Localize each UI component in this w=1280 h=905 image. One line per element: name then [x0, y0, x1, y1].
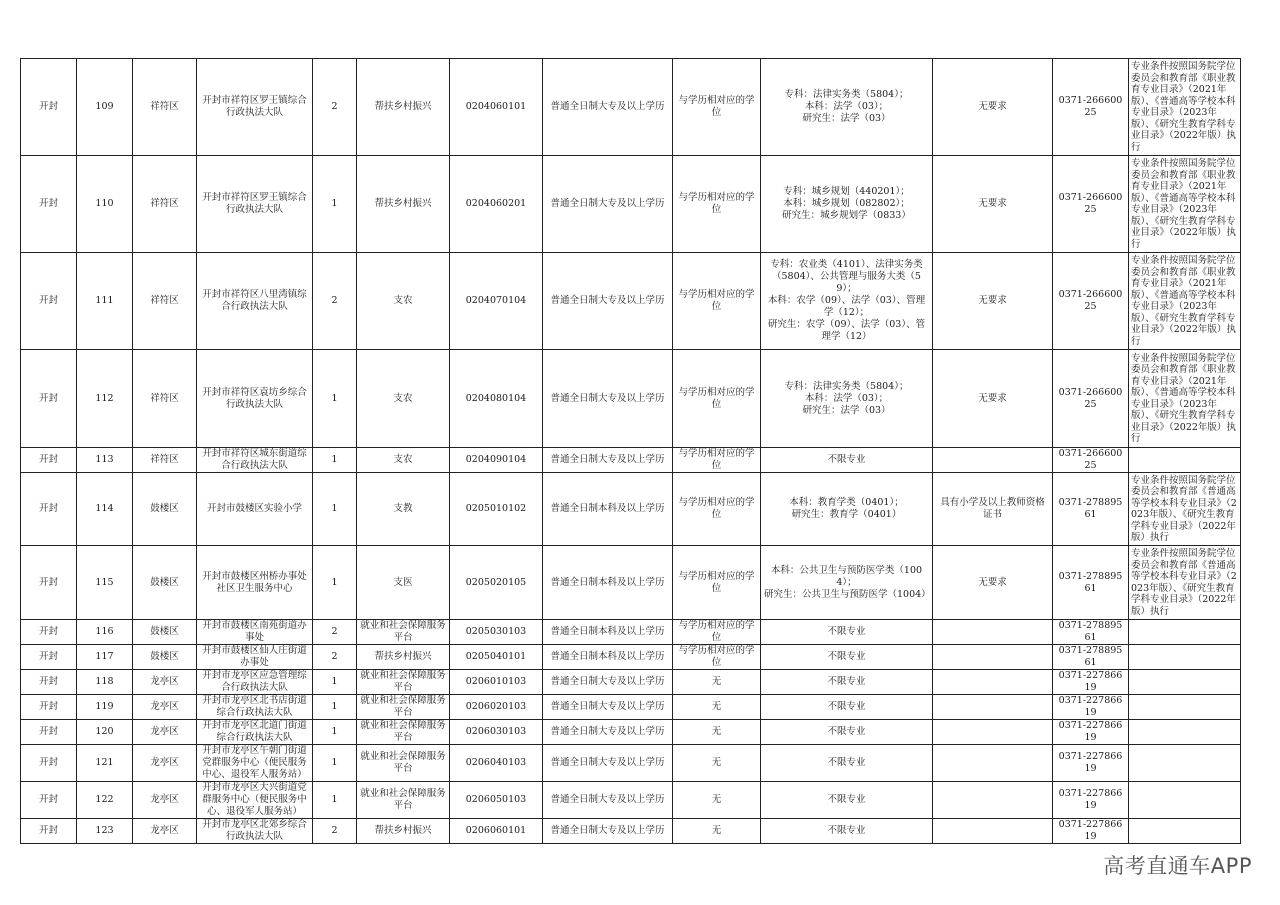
major-line: 不限专业	[827, 825, 866, 836]
cell-phone: 0371-26660025	[1053, 448, 1129, 473]
table-row	[21, 720, 1241, 745]
cell-no: 120	[77, 720, 133, 745]
cell-major	[761, 156, 933, 253]
cell-city: 开封	[21, 670, 77, 695]
cell-other	[933, 745, 1053, 782]
cell-unit: 开封市祥符区城东街道综合行政执法大队	[197, 448, 313, 473]
cell-code: 0206060101	[450, 819, 543, 844]
cell-note	[1129, 782, 1241, 819]
cell-no: 110	[77, 156, 133, 253]
cell-major	[761, 782, 933, 819]
cell-code: 0204090104	[450, 448, 543, 473]
cell-edu: 普通全日制大专及以上学历	[543, 253, 673, 350]
cell-edu: 普通全日制大专及以上学历	[543, 695, 673, 720]
cell-count: 1	[313, 782, 357, 819]
major-line: 研究生：法学（03）	[802, 404, 891, 416]
cell-degree: 与学历相对应的学位	[673, 350, 761, 448]
cell-no: 113	[77, 448, 133, 473]
major-line: 专科：农业类（4101）、法律实务类（5804）、公共管理与服务大类（59）；	[770, 259, 923, 294]
cell-note	[1129, 645, 1241, 670]
cell-no: 116	[77, 620, 133, 645]
cell-degree: 无	[673, 819, 761, 844]
cell-count: 1	[313, 695, 357, 720]
cell-code: 0205030103	[450, 620, 543, 645]
cell-phone: 0371-27889561	[1053, 473, 1129, 546]
cell-post: 帮扶乡村振兴	[357, 59, 450, 156]
table-row	[21, 620, 1241, 645]
major-line: 本科：城乡规划（082802）；	[783, 198, 910, 209]
cell-count: 1	[313, 156, 357, 253]
cell-degree: 与学历相对应的学位	[673, 448, 761, 473]
major-line: 本科：教育学类（0401）；	[789, 497, 904, 508]
cell-major	[761, 720, 933, 745]
cell-post: 就业和社会保障服务平台	[357, 620, 450, 645]
cell-note	[1129, 620, 1241, 645]
cell-major	[761, 670, 933, 695]
major-line: 专科：法律实务类（5804）；	[784, 380, 909, 392]
cell-note	[1129, 819, 1241, 844]
cell-district: 龙亭区	[133, 745, 197, 782]
cell-post: 帮扶乡村振兴	[357, 819, 450, 844]
cell-no: 123	[77, 819, 133, 844]
cell-edu: 普通全日制本科及以上学历	[543, 473, 673, 546]
cell-district: 龙亭区	[133, 819, 197, 844]
cell-no: 117	[77, 645, 133, 670]
cell-post: 就业和社会保障服务平台	[357, 720, 450, 745]
cell-edu: 普通全日制本科及以上学历	[543, 645, 673, 670]
cell-code: 0205020105	[450, 546, 543, 620]
cell-phone: 0371-26660025	[1053, 59, 1129, 156]
cell-unit: 开封市鼓楼区实验小学	[197, 473, 313, 546]
cell-unit: 开封市龙亭区北书店街道综合行政执法大队	[197, 695, 313, 720]
cell-district: 鼓楼区	[133, 645, 197, 670]
cell-major	[761, 253, 933, 350]
cell-unit: 开封市祥符区袁坊乡综合行政执法大队	[197, 350, 313, 448]
cell-other	[933, 720, 1053, 745]
cell-post: 支医	[357, 546, 450, 620]
cell-degree: 无	[673, 782, 761, 819]
cell-note: 专业条件按照国务院学位委员会和教育部《职业教育专业目录》（2021年版）、《普通高等学校本科专业目录》（2023年版）、《研究生教育学科专业目录》（2022年版）执行	[1129, 156, 1241, 253]
cell-unit: 开封市祥符区罗王镇综合行政执法大队	[197, 156, 313, 253]
cell-count: 2	[313, 645, 357, 670]
cell-phone: 0371-27889561	[1053, 645, 1129, 670]
major-line: 不限专业	[827, 626, 866, 637]
major-line: 研究生：法学（03）	[802, 113, 891, 124]
cell-district: 祥符区	[133, 253, 197, 350]
cell-post: 支农	[357, 448, 450, 473]
cell-edu: 普通全日制大专及以上学历	[543, 720, 673, 745]
cell-major	[761, 546, 933, 620]
cell-edu: 普通全日制大专及以上学历	[543, 448, 673, 473]
cell-city: 开封	[21, 448, 77, 473]
cell-phone: 0371-27889561	[1053, 620, 1129, 645]
cell-code: 0204060201	[450, 156, 543, 253]
cell-district: 龙亭区	[133, 782, 197, 819]
cell-city: 开封	[21, 59, 77, 156]
cell-district: 祥符区	[133, 448, 197, 473]
cell-phone: 0371-22786619	[1053, 819, 1129, 844]
positions-table	[20, 58, 1241, 844]
cell-note	[1129, 448, 1241, 473]
major-line: 研究生：教育学（0401）	[791, 509, 902, 520]
cell-no: 111	[77, 253, 133, 350]
cell-degree: 无	[673, 745, 761, 782]
cell-other	[933, 782, 1053, 819]
cell-note	[1129, 745, 1241, 782]
cell-other: 无要求	[933, 350, 1053, 448]
cell-district: 龙亭区	[133, 720, 197, 745]
cell-major	[761, 59, 933, 156]
cell-city: 开封	[21, 473, 77, 546]
cell-phone: 0371-22786619	[1053, 745, 1129, 782]
cell-note	[1129, 670, 1241, 695]
cell-city: 开封	[21, 745, 77, 782]
cell-district: 龙亭区	[133, 670, 197, 695]
cell-phone: 0371-26660025	[1053, 350, 1129, 448]
cell-other	[933, 645, 1053, 670]
cell-district: 鼓楼区	[133, 620, 197, 645]
cell-degree: 与学历相对应的学位	[673, 59, 761, 156]
cell-city: 开封	[21, 156, 77, 253]
table-row	[21, 473, 1241, 546]
cell-code: 0206010103	[450, 670, 543, 695]
cell-edu: 普通全日制大专及以上学历	[543, 782, 673, 819]
cell-degree: 与学历相对应的学位	[673, 645, 761, 670]
cell-degree: 无	[673, 670, 761, 695]
cell-major	[761, 448, 933, 473]
cell-no: 118	[77, 670, 133, 695]
cell-unit: 开封市龙亭区北道门街道综合行政执法大队	[197, 720, 313, 745]
major-line: 不限专业	[827, 454, 866, 465]
cell-count: 2	[313, 819, 357, 844]
cell-other: 无要求	[933, 253, 1053, 350]
major-line: 不限专业	[827, 701, 866, 712]
cell-phone: 0371-22786619	[1053, 782, 1129, 819]
cell-city: 开封	[21, 720, 77, 745]
cell-no: 115	[77, 546, 133, 620]
cell-unit: 开封市祥符区罗王镇综合行政执法大队	[197, 59, 313, 156]
cell-code: 0204070104	[450, 253, 543, 350]
cell-note	[1129, 695, 1241, 720]
cell-count: 1	[313, 350, 357, 448]
cell-district: 祥符区	[133, 350, 197, 448]
cell-post: 帮扶乡村振兴	[357, 156, 450, 253]
cell-note: 专业条件按照国务院学位委员会和教育部《普通高等学校本科专业目录》（2023年版）、《研究生教育学科专业目录》（2022年版）执行	[1129, 473, 1241, 546]
cell-major	[761, 620, 933, 645]
cell-city: 开封	[21, 620, 77, 645]
cell-other: 具有小学及以上教师资格证书	[933, 473, 1053, 546]
cell-phone: 0371-22786619	[1053, 695, 1129, 720]
cell-unit: 开封市鼓楼区州桥办事处社区卫生服务中心	[197, 546, 313, 620]
cell-note: 专业条件按照国务院学位委员会和教育部《职业教育专业目录》（2021年版）、《普通高等学校本科专业目录》（2023年版）、《研究生教育学科专业目录》（2022年版）执行	[1129, 59, 1241, 156]
cell-city: 开封	[21, 819, 77, 844]
cell-district: 鼓楼区	[133, 473, 197, 546]
cell-unit: 开封市龙亭区午朝门街道党群服务中心（便民服务中心、退役军人服务站）	[197, 745, 313, 782]
watermark-text: 高考直通车APP	[1103, 854, 1252, 878]
major-line: 研究生：农学（09）、法学（03）、管理学（12）	[767, 319, 926, 342]
table-row	[21, 819, 1241, 844]
cell-code: 0205010102	[450, 473, 543, 546]
major-line: 不限专业	[827, 676, 866, 687]
table-row	[21, 350, 1241, 448]
cell-other	[933, 620, 1053, 645]
cell-other	[933, 819, 1053, 844]
cell-phone: 0371-27889561	[1053, 546, 1129, 620]
cell-other	[933, 448, 1053, 473]
table-row	[21, 670, 1241, 695]
cell-code: 0206050103	[450, 782, 543, 819]
cell-no: 119	[77, 695, 133, 720]
cell-edu: 普通全日制大专及以上学历	[543, 745, 673, 782]
major-line: 研究生：城乡规划学（0833）	[782, 210, 911, 221]
cell-post: 帮扶乡村振兴	[357, 645, 450, 670]
major-line: 研究生：公共卫生与预防医学（1004）	[764, 588, 931, 600]
major-line: 不限专业	[827, 757, 866, 768]
major-line: 不限专业	[827, 794, 866, 805]
cell-district: 祥符区	[133, 156, 197, 253]
cell-post: 就业和社会保障服务平台	[357, 670, 450, 695]
cell-other: 无要求	[933, 156, 1053, 253]
cell-unit: 开封市鼓楼区南苑街道办事处	[197, 620, 313, 645]
major-line: 不限专业	[827, 726, 866, 737]
cell-edu: 普通全日制大专及以上学历	[543, 59, 673, 156]
cell-count: 1	[313, 670, 357, 695]
major-line: 本科：法学（03）；	[804, 392, 889, 404]
major-line: 专科：城乡规划（440201）；	[783, 186, 910, 197]
cell-phone: 0371-26660025	[1053, 253, 1129, 350]
cell-unit: 开封市龙亭区应急管理综合行政执法大队	[197, 670, 313, 695]
cell-other: 无要求	[933, 59, 1053, 156]
cell-major	[761, 473, 933, 546]
cell-degree: 与学历相对应的学位	[673, 473, 761, 546]
cell-edu: 普通全日制本科及以上学历	[543, 620, 673, 645]
table-row	[21, 782, 1241, 819]
cell-major	[761, 819, 933, 844]
cell-count: 2	[313, 59, 357, 156]
cell-count: 1	[313, 448, 357, 473]
cell-code: 0206020103	[450, 695, 543, 720]
major-line: 不限专业	[827, 651, 866, 662]
cell-note: 专业条件按照国务院学位委员会和教育部《职业教育专业目录》（2021年版）、《普通高等学校本科专业目录》（2023年版）、《研究生教育学科专业目录》（2022年版）执行	[1129, 350, 1241, 448]
cell-city: 开封	[21, 645, 77, 670]
cell-degree: 与学历相对应的学位	[673, 546, 761, 620]
cell-city: 开封	[21, 546, 77, 620]
cell-post: 就业和社会保障服务平台	[357, 695, 450, 720]
cell-unit: 开封市鼓楼区仙人庄街道办事处	[197, 645, 313, 670]
cell-no: 121	[77, 745, 133, 782]
cell-edu: 普通全日制大专及以上学历	[543, 156, 673, 253]
cell-degree: 无	[673, 720, 761, 745]
cell-edu: 普通全日制本科及以上学历	[543, 546, 673, 620]
cell-degree: 与学历相对应的学位	[673, 253, 761, 350]
cell-note: 专业条件按照国务院学位委员会和教育部《职业教育专业目录》（2021年版）、《普通高等学校本科专业目录》（2023年版）、《研究生教育学科专业目录》（2022年版）执行	[1129, 253, 1241, 350]
cell-count: 1	[313, 745, 357, 782]
table-row	[21, 745, 1241, 782]
table-row	[21, 546, 1241, 620]
cell-count: 2	[313, 253, 357, 350]
cell-other	[933, 695, 1053, 720]
cell-edu: 普通全日制大专及以上学历	[543, 350, 673, 448]
cell-no: 109	[77, 59, 133, 156]
cell-unit: 开封市龙亭区北郊乡综合行政执法大队	[197, 819, 313, 844]
cell-post: 支农	[357, 350, 450, 448]
cell-note: 专业条件按照国务院学位委员会和教育部《普通高等学校本科专业目录》（2023年版）、《研究生教育学科专业目录》（2022年版）执行	[1129, 546, 1241, 620]
cell-post: 支农	[357, 253, 450, 350]
table-row	[21, 695, 1241, 720]
cell-count: 1	[313, 546, 357, 620]
major-line: 本科：农学（09）、法学（03）、管理学（12）；	[767, 295, 926, 318]
cell-edu: 普通全日制大专及以上学历	[543, 670, 673, 695]
cell-other	[933, 670, 1053, 695]
cell-degree: 无	[673, 695, 761, 720]
cell-city: 开封	[21, 782, 77, 819]
major-line: 本科：法学（03）；	[804, 101, 889, 112]
cell-district: 祥符区	[133, 59, 197, 156]
cell-phone: 0371-22786619	[1053, 670, 1129, 695]
cell-code: 0204080104	[450, 350, 543, 448]
cell-code: 0205040101	[450, 645, 543, 670]
cell-degree: 与学历相对应的学位	[673, 156, 761, 253]
cell-post: 就业和社会保障服务平台	[357, 782, 450, 819]
cell-other: 无要求	[933, 546, 1053, 620]
cell-major	[761, 645, 933, 670]
cell-district: 龙亭区	[133, 695, 197, 720]
table-row	[21, 253, 1241, 350]
cell-major	[761, 695, 933, 720]
cell-phone: 0371-26660025	[1053, 156, 1129, 253]
cell-unit: 开封市祥符区八里湾镇综合行政执法大队	[197, 253, 313, 350]
cell-district: 鼓楼区	[133, 546, 197, 620]
table-row	[21, 59, 1241, 156]
cell-no: 122	[77, 782, 133, 819]
table-body	[21, 59, 1241, 844]
cell-no: 112	[77, 350, 133, 448]
cell-code: 0206030103	[450, 720, 543, 745]
table-row	[21, 448, 1241, 473]
cell-code: 0206040103	[450, 745, 543, 782]
cell-count: 1	[313, 473, 357, 546]
cell-post: 就业和社会保障服务平台	[357, 745, 450, 782]
cell-post: 支教	[357, 473, 450, 546]
cell-count: 1	[313, 720, 357, 745]
cell-city: 开封	[21, 350, 77, 448]
cell-count: 2	[313, 620, 357, 645]
cell-degree: 与学历相对应的学位	[673, 620, 761, 645]
cell-city: 开封	[21, 253, 77, 350]
cell-no: 114	[77, 473, 133, 546]
major-line: 本科：公共卫生与预防医学类（1004）；	[770, 564, 923, 588]
cell-code: 0204060101	[450, 59, 543, 156]
major-line: 专科：法律实务类（5804）；	[784, 89, 909, 100]
cell-major	[761, 745, 933, 782]
cell-edu: 普通全日制大专及以上学历	[543, 819, 673, 844]
cell-major	[761, 350, 933, 448]
table-row	[21, 645, 1241, 670]
cell-note	[1129, 720, 1241, 745]
cell-phone: 0371-22786619	[1053, 720, 1129, 745]
cell-unit: 开封市龙亭区大兴街道党群服务中心（便民服务中心、退役军人服务站）	[197, 782, 313, 819]
table-row	[21, 156, 1241, 253]
cell-city: 开封	[21, 695, 77, 720]
